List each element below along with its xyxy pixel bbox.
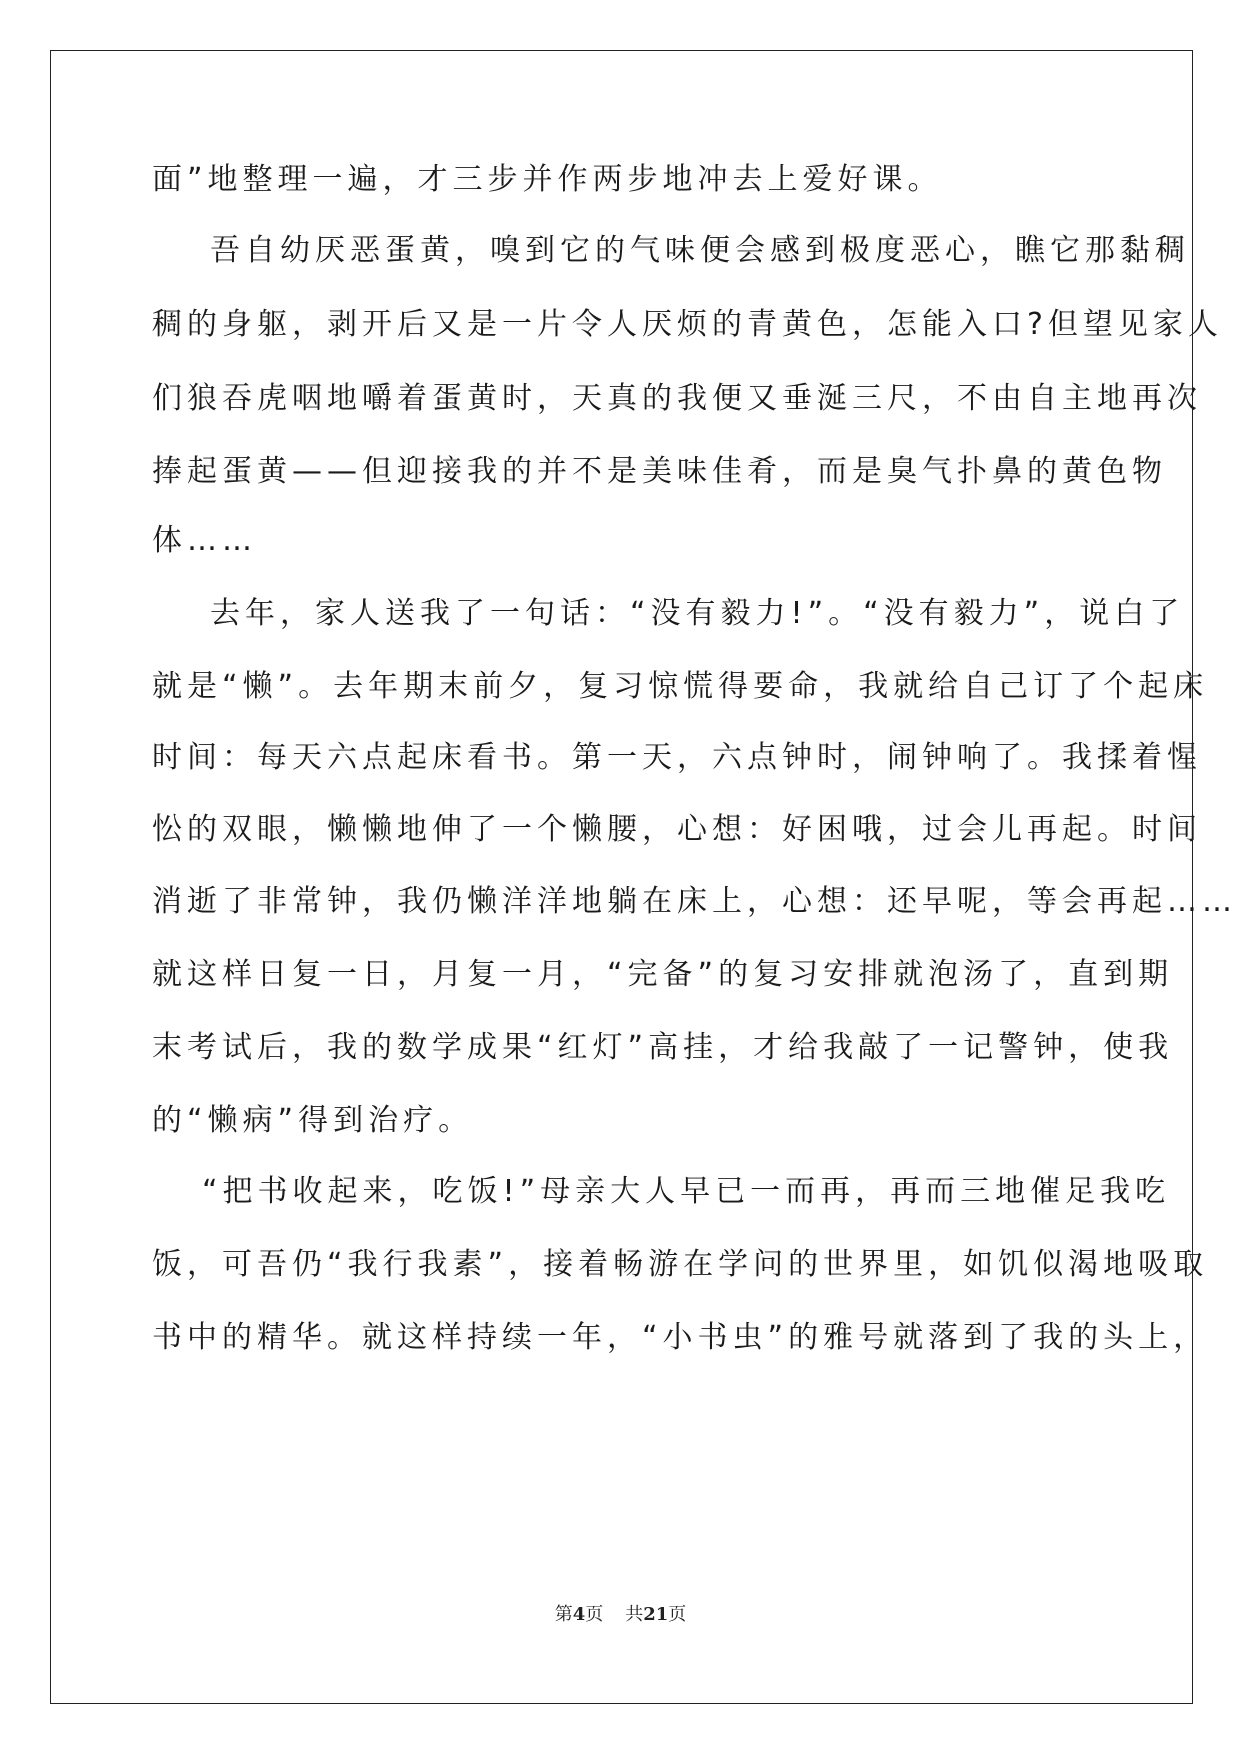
text-line: 的“懒病”得到治疗。 xyxy=(152,1103,474,1138)
text-line: 们狼吞虎咽地嚼着蛋黄时，天真的我便又垂涎三尺，不由自主地再次 xyxy=(152,381,1202,416)
text-line: “把书收起来，吃饭!”母亲大人早已一而再，再而三地催足我吃 xyxy=(202,1174,1171,1209)
page-suffix: 页 xyxy=(585,1604,604,1625)
page-border xyxy=(50,50,1193,1704)
text-line: 时间：每天六点起床看书。第一天，六点钟时，闹钟响了。我揉着惺 xyxy=(152,740,1202,775)
total-pages: 21 xyxy=(643,1604,669,1625)
text-line: 体…… xyxy=(152,523,257,558)
page-prefix: 第 xyxy=(554,1604,573,1625)
text-line: 末考试后，我的数学成果“红灯”高挂，才给我敲了一记警钟，使我 xyxy=(152,1030,1174,1065)
text-line: 忪的双眼，懒懒地伸了一个懒腰，心想：好困哦，过会儿再起。时间 xyxy=(152,812,1202,847)
text-line: 饭，可吾仍“我行我素”，接着畅游在学问的世界里，如饥似渴地吸取 xyxy=(152,1247,1209,1282)
total-suffix: 页 xyxy=(668,1604,687,1625)
page-number: 4 xyxy=(572,1604,586,1625)
text-line: 稠的身躯，剥开后又是一片令人厌烦的青黄色，怎能入口?但望见家人 xyxy=(152,307,1223,342)
text-line: 去年，家人送我了一句话：“没有毅力!”。“没有毅力”，说白了 xyxy=(210,596,1185,631)
text-line: 就是“懒”。去年期末前夕，复习惊慌得要命，我就给自己订了个起床 xyxy=(152,669,1209,704)
page-footer xyxy=(0,1600,1241,1626)
text-line: 就这样日复一日，月复一月，“完备”的复习安排就泡汤了，直到期 xyxy=(152,957,1174,992)
text-line: 吾自幼厌恶蛋黄，嗅到它的气味便会感到极度恶心，瞧它那黏稠 xyxy=(210,233,1190,268)
text-line: 捧起蛋黄——但迎接我的并不是美味佳肴，而是臭气扑鼻的黄色物 xyxy=(152,454,1167,489)
text-line: 消逝了非常钟，我仍懒洋洋地躺在床上，心想：还早呢，等会再起…… xyxy=(152,884,1237,919)
text-line: 面”地整理一遍，才三步并作两步地冲去上爱好课。 xyxy=(152,162,943,197)
total-prefix: 共 xyxy=(625,1604,644,1625)
text-line: 书中的精华。就这样持续一年，“小书虫”的雅号就落到了我的头上， xyxy=(152,1320,1209,1355)
